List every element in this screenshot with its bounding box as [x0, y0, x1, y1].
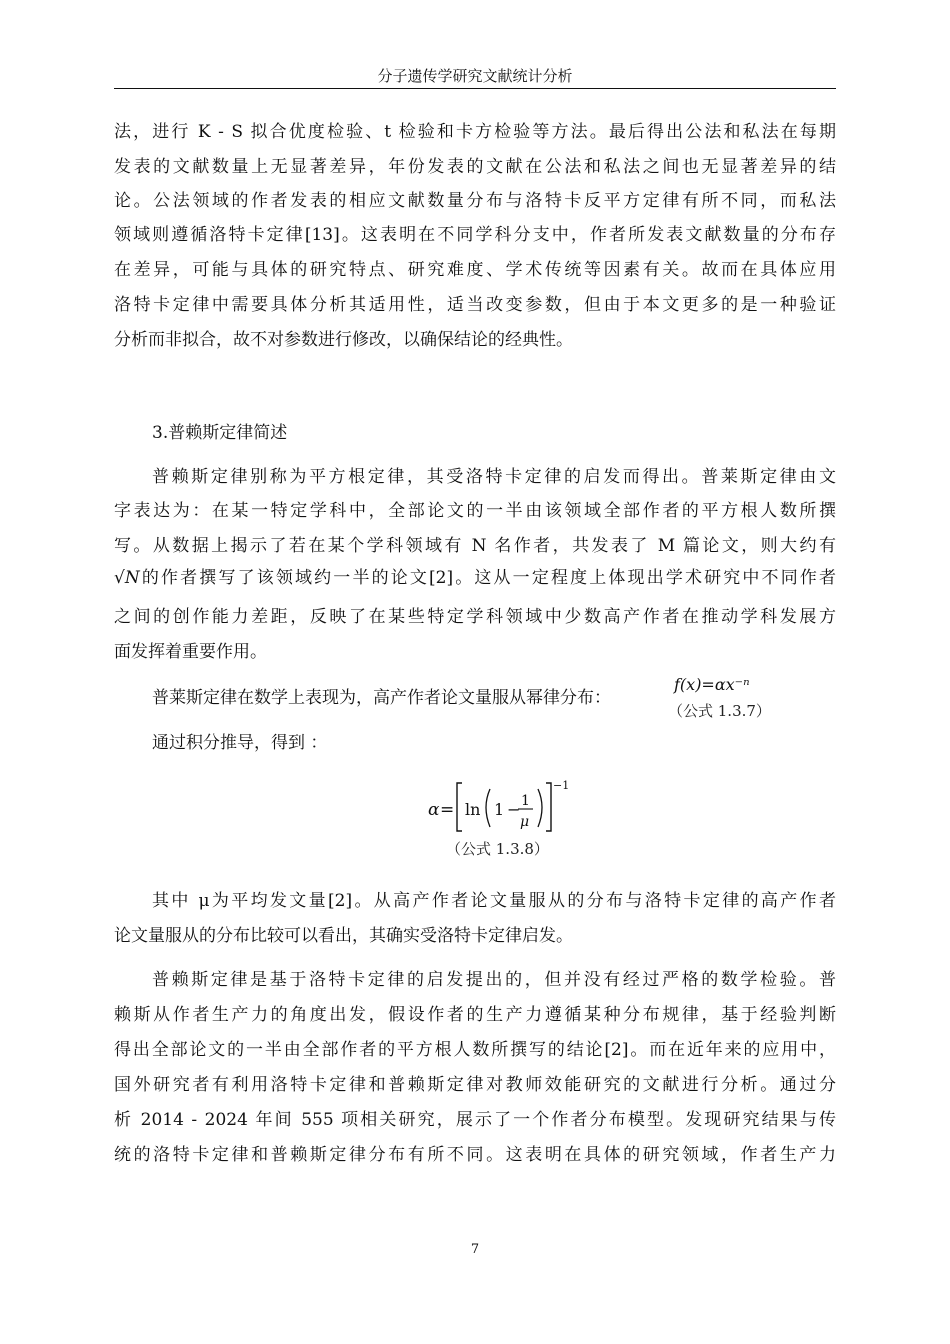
sqrt-n-symbol: √N — [114, 568, 140, 588]
body-line: 其中 μ为平均发文量[2]。从高产作者论文量服从的分布与洛特卡定律的高产作者 — [152, 891, 836, 911]
header-rule — [114, 88, 836, 89]
formula-1-3-8 — [420, 775, 580, 865]
formula-1-3-7 — [668, 671, 788, 719]
running-header: 分子遗传学研究文献统计分析 — [377, 67, 573, 85]
body-line: 分析而非拟合，故不对参数进行修改，以确保结论的经典性。 — [114, 330, 573, 350]
body-line: 洛特卡定律中需要具体分析其适用性，适当改变参数，但由于本文更多的是一种验证 — [114, 295, 836, 315]
body-line: 通过积分推导，得到 ： — [152, 733, 328, 753]
svg-text:−1: −1 — [553, 779, 570, 792]
body-line: 写。从数据上揭示了若在某个学科领域有 N 名作者，共发表了 M 篇论文，则大约有 — [114, 536, 836, 556]
body-line: 面发挥着重要作用。 — [114, 642, 267, 662]
svg-text:=: = — [440, 800, 455, 820]
body-line: 普赖斯定律是基于洛特卡定律的启发提出的，但并没有经过严格的数学检验。普 — [152, 970, 836, 990]
body-line: 析 2014 - 2024 年间 555 项相关研究，展示了一个作者分布模型。发现研究结果与传 — [114, 1110, 836, 1130]
body-line: 在差异，可能与具体的研究特点、研究难度、学术传统等因素有关。故而在具体应用 — [114, 260, 836, 280]
svg-text:−: − — [507, 800, 521, 819]
formula-label: （公式 1.3.7） — [668, 702, 771, 720]
body-line: 字表达为：在某一特定学科中，全部论文的一半由该领域全部作者的平方根人数所撰 — [114, 501, 836, 521]
svg-text:ln: ln — [465, 800, 481, 819]
body-line: 赖斯从作者生产力的角度出发，假设作者的生产力遵循某种分布规律，基于经验判断 — [114, 1005, 836, 1025]
body-line: 论文量服从的分布比较可以看出，其确实受洛特卡定律启发。 — [114, 926, 573, 946]
svg-text:α: α — [428, 800, 440, 820]
svg-text:μ: μ — [520, 814, 530, 830]
formula-expression: f(x)=αx⁻ⁿ — [674, 675, 750, 694]
body-line: 统的洛特卡定律和普赖斯定律分布有所不同。这表明在具体的研究领域，作者生产力 — [114, 1145, 836, 1165]
body-line: 法，进行 K - S 拟合优度检验、t 检验和卡方检验等方法。最后得出公法和私法在每期 — [114, 122, 836, 142]
page-number: 7 — [470, 1242, 480, 1257]
body-line: 之间的创作能力差距，反映了在某些特定学科领域中少数高产作者在推动学科发展方 — [114, 607, 836, 627]
section-heading: 3.普赖斯定律简述 — [152, 423, 288, 443]
svg-text:1: 1 — [521, 793, 530, 809]
body-line: 国外研究者有利用洛特卡定律和普赖斯定律对教师效能研究的文献进行分析。通过分 — [114, 1075, 836, 1095]
body-line: 论。公法领域的作者发表的相应文献数量分布与洛特卡反平方定律有所不同，而私法 — [114, 191, 836, 211]
body-line: 普赖斯定律别称为平方根定律，其受洛特卡定律的启发而得出。普莱斯定律由文 — [152, 467, 836, 487]
formula-graphic — [420, 775, 580, 837]
body-line: 普莱斯定律在数学上表现为，高产作者论文量服从幂律分布： — [152, 688, 611, 708]
svg-text:1: 1 — [494, 800, 505, 819]
body-line-with-symbol — [114, 566, 836, 590]
body-text: 的作者撰写了该领域约一半的论文[2]。这从一定程度上体现出学术研究中不同作者 — [139, 568, 836, 588]
body-line: 得出全部论文的一半由全部作者的平方根人数所撰写的结论[2]。而在近年来的应用中， — [114, 1040, 836, 1060]
body-line: 领域则遵循洛特卡定律[13]。这表明在不同学科分支中，作者所发表文献数量的分布存 — [114, 225, 836, 245]
formula-label: （公式 1.3.8） — [446, 840, 549, 858]
body-line: 发表的文献数量上无显著差异，年份发表的文献在公法和私法之间也无显著差异的结 — [114, 157, 836, 177]
